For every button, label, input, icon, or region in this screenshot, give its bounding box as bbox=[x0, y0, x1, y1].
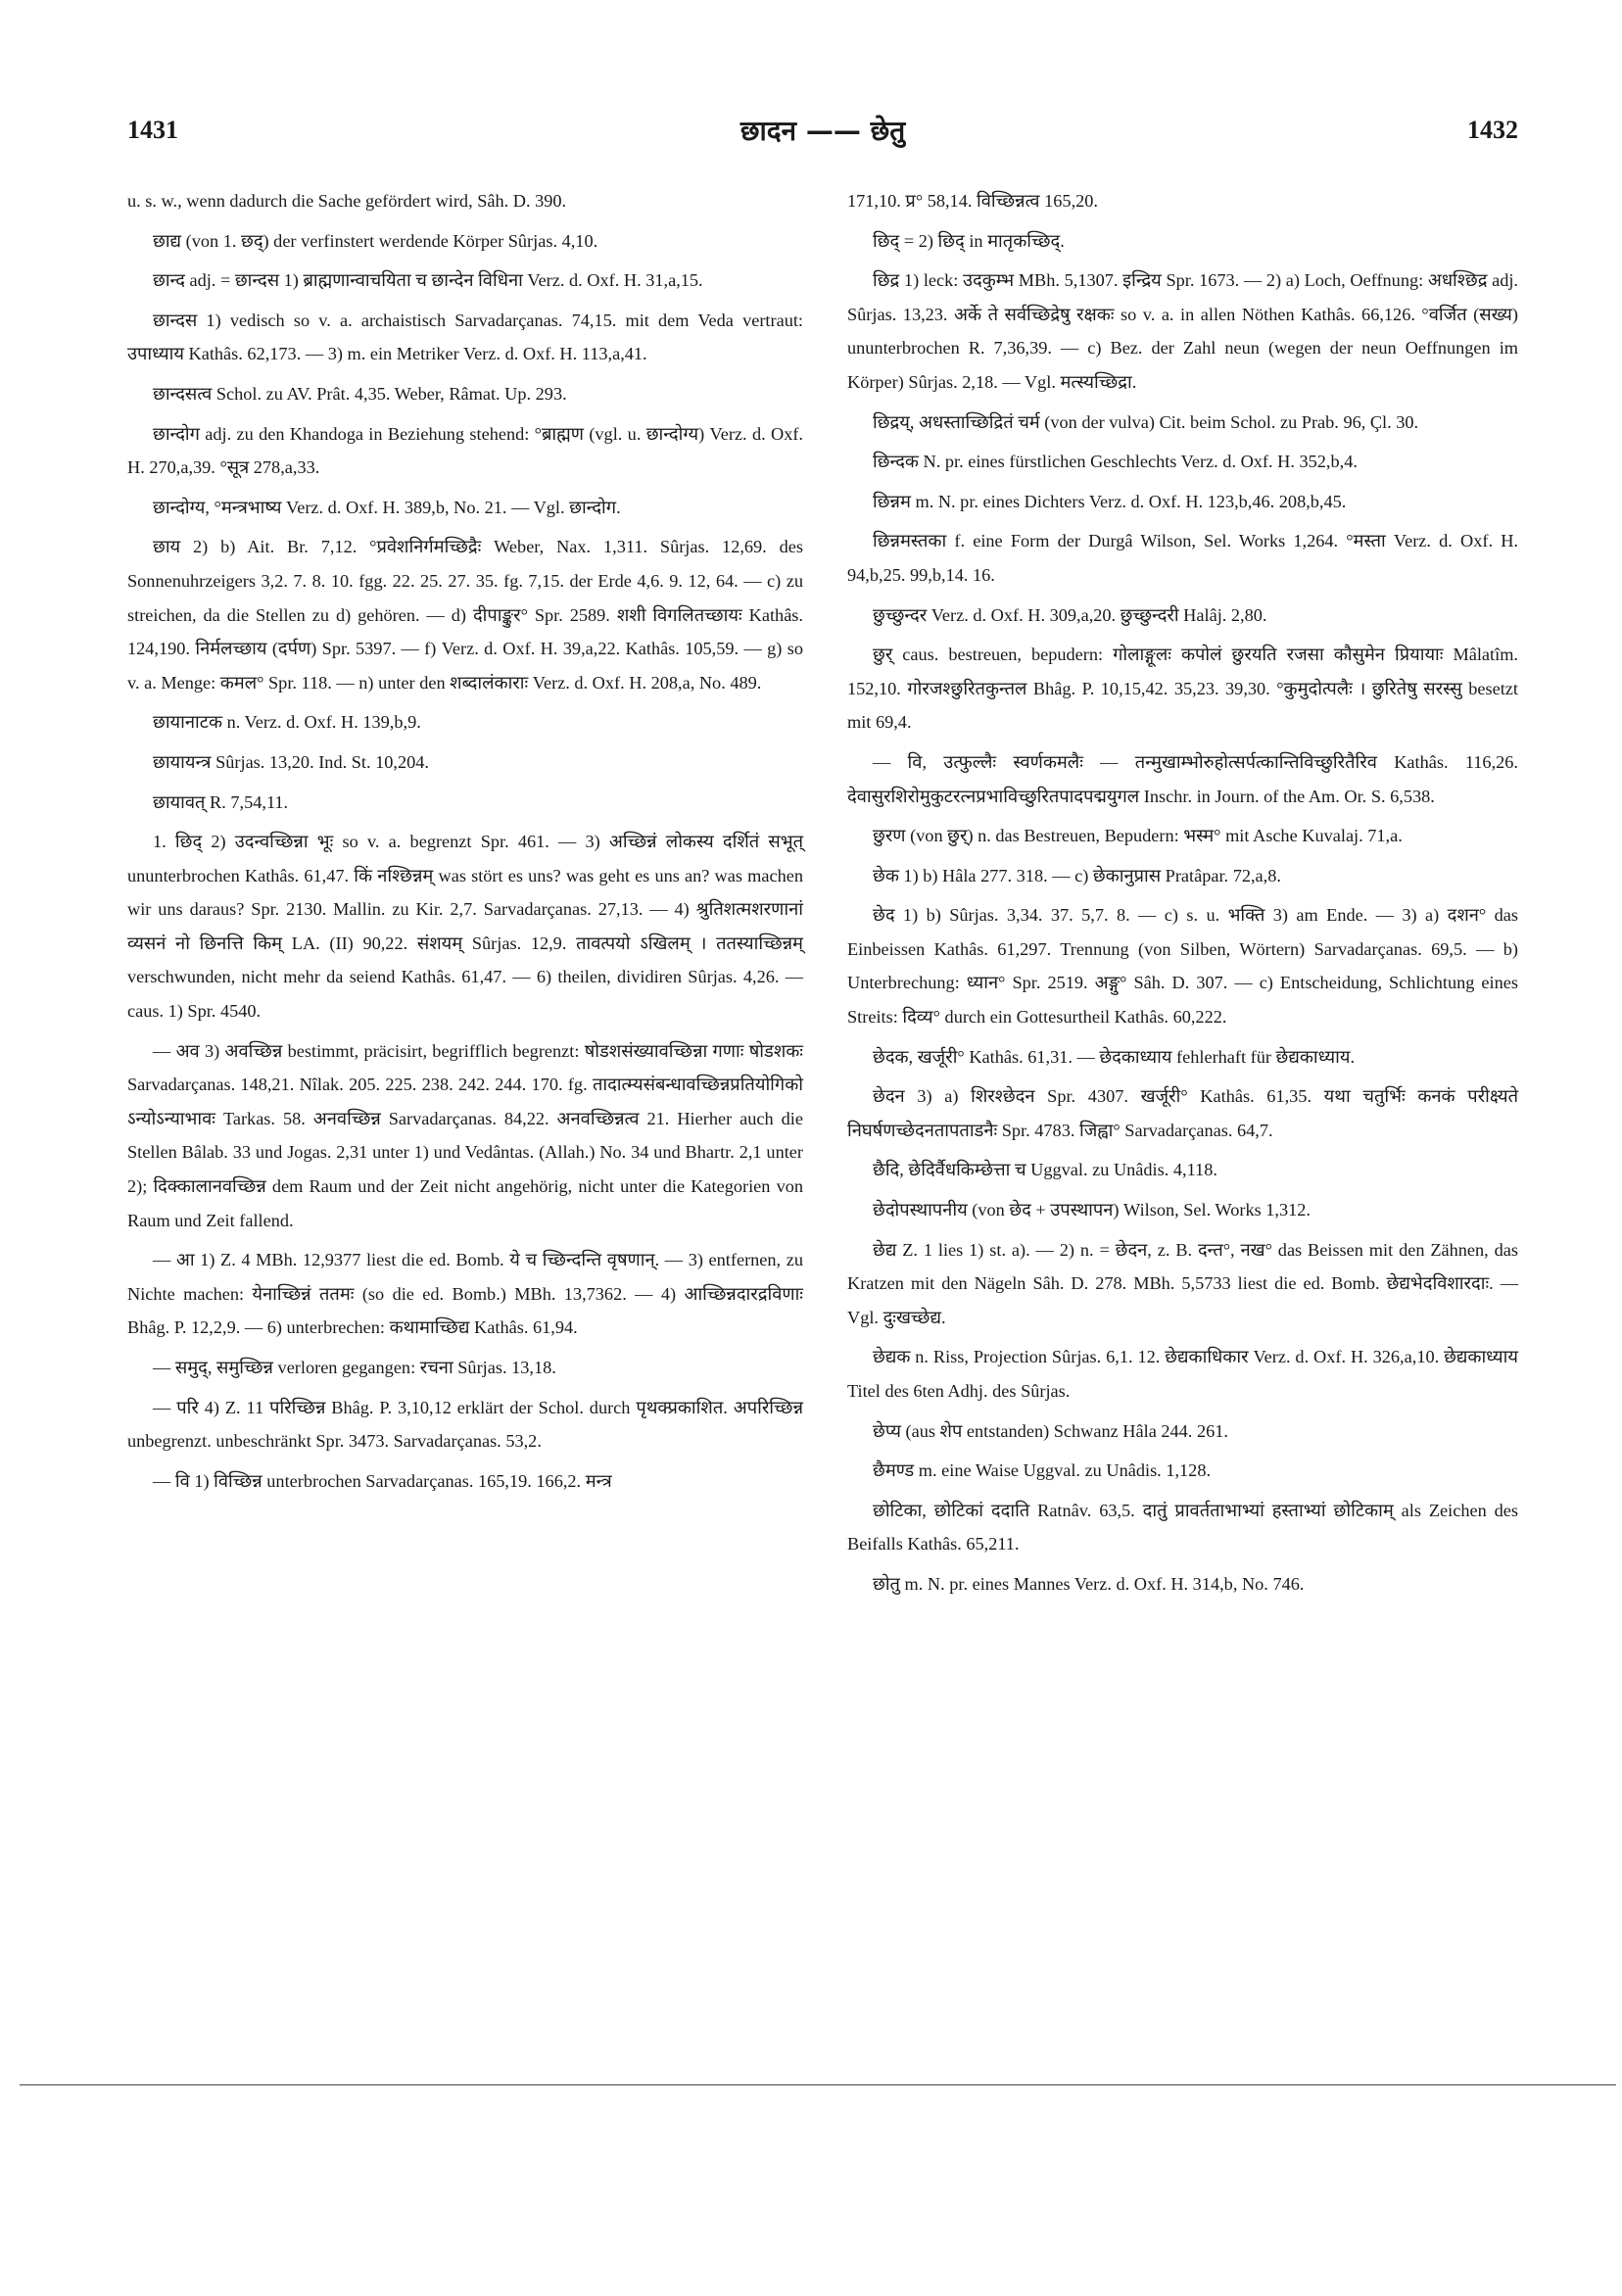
dictionary-entry: छोतु m. N. pr. eines Mannes Verz. d. Oxf. H. 314,b, No. 746. bbox=[873, 1573, 1305, 1594]
dictionary-entry: 171,10. प्र° 58,14. विच्छिन्नत्व 165,20. bbox=[847, 191, 1098, 211]
dictionary-entry: 1. छिद् 2) उदन्वच्छिन्ना भूः so v. a. begrenzt Spr. 461. — 3) अच्छिन्नं लोकस्य दर्शितं सभूत् ununterbrochen Kathâs. 61,47. किं नश्छिन्नम् was stört es uns? was geht es uns an? was machen wir uns daraus? Spr. 2130. Mallin. zu Kir. 2,7. Sarvadarçanas. 27,13. — 4) श्रुतिशत्मशरणानां व्यसनं नो छिनत्ति किम् LA. (II) 90,22. संशयम् Sûrjas. 12,9. तावत्पयो ऽखिलम् । ततस्याच्छिन्नम् verschwunden, nicht mehr da seiend Kathâs. 61,47. — 6) theilen, dividiren Sûrjas. 4,26. — caus. 1) Spr. 4540. bbox=[127, 832, 803, 1022]
dictionary-entry: छाद्य (von 1. छद्) der verfinstert werdende Körper Sûrjas. 4,10. bbox=[153, 230, 598, 251]
dictionary-entry: छिन्नमस्तका f. eine Form der Durgâ Wilson, Sel. Works 1,264. °मस्ता Verz. d. Oxf. H. 94,b,25. 99,b,14. 16. bbox=[847, 531, 1518, 585]
dictionary-entry: छायानाटक n. Verz. d. Oxf. H. 139,b,9. bbox=[153, 712, 421, 733]
dictionary-entry: छिन्दक N. pr. eines fürstlichen Geschlechts Verz. d. Oxf. H. 352,b,4. bbox=[873, 452, 1358, 472]
dictionary-entry: छेद 1) b) Sûrjas. 3,34. 37. 5,7. 8. — c) s. u. भक्ति 3) am Ende. — 3) a) दशन° das Einbeissen Kathâs. 61,297. Trennung (von Silben, Wörtern) Sarvadarçanas. 69,5. — b) Unterbrechung: ध्यान° Spr. 2519. अङ्गु° Sâh. D. 307. — c) Entscheidung, Schlichtung eines Streits: दिव्य° durch ein Gottesurtheil Kathâs. 60,222. bbox=[847, 905, 1518, 1028]
dictionary-entry: छान्दसत्व Schol. zu AV. Prât. 4,35. Weber, Râmat. Up. 293. bbox=[153, 383, 567, 404]
dictionary-entry: छेदोपस्थापनीय (von छेद + उपस्थापन) Wilson, Sel. Works 1,312. bbox=[873, 1200, 1311, 1220]
dictionary-entry: छायावत् R. 7,54,11. bbox=[153, 791, 289, 812]
dictionary-entry: छान्दस 1) vedisch so v. a. archaistisch Sarvadarçanas. 74,15. mit dem Veda vertraut: उपाध्याय Kathâs. 62,173. — 3) m. ein Metriker Verz. d. Oxf. H. 113,a,41. bbox=[127, 310, 803, 364]
dictionary-entry: छेद्य Z. 1 lies 1) st. a). — 2) n. = छेदन, z. B. दन्त°, नख° das Beissen mit den Zähnen, das Kratzen mit den Nägeln Sâh. D. 278. MBh. 5,5733 liest die ed. Bomb. छेद्यभेदविशारदाः. — Vgl. दुःखच्छेद्य. bbox=[847, 1239, 1518, 1327]
dictionary-entry: छिद्रय्, अधस्ताच्छिद्रितं चर्म (von der vulva) Cit. beim Schol. zu Prab. 96, Çl. 30. bbox=[873, 411, 1419, 432]
running-title: छादन —— छेतु bbox=[739, 115, 906, 147]
dictionary-entry: — आ 1) Z. 4 MBh. 12,9377 liest die ed. Bomb. ये च च्छिन्दन्ति वृषणान्. — 3) entfernen, zu Nichte machen: येनाच्छिन्नं ततमः (so die ed. Bomb.) MBh. 13,7362. — 4) आच्छिन्नदारद्रविणाः Bhâg. P. 12,2,9. — 6) unterbrechen: कथामाच्छिद्य Kathâs. 61,94. bbox=[127, 1250, 803, 1338]
dictionary-entry: — परि 4) Z. 11 परिच्छिन्न Bhâg. P. 3,10,12 erklärt der Schol. durch पृथक्प्रकाशित. अपरिच्छिन्न unbegrenzt. unbeschränkt Spr. 3473. Sarvadarçanas. 53,2. bbox=[127, 1397, 803, 1452]
dictionary-entry: छायायन्त्र Sûrjas. 13,20. Ind. St. 10,204. bbox=[153, 751, 429, 772]
page-number-right: 1432 bbox=[1467, 116, 1518, 144]
dictionary-entry: छिद्र 1) leck: उदकुम्भ MBh. 5,1307. इन्द्रिय Spr. 1673. — 2) a) Loch, Oeffnung: अधश्छिद्र adj. Sûrjas. 13,23. अर्के ते सर्वच्छिद्रेषु रक्षकः so v. a. in allen Nöthen Kathâs. 66,126. °वर्जित (सख्य) ununterbrochen R. 7,36,39. — c) Bez. der Zahl neun (wegen der neun Oeffnungen im Körper) Sûrjas. 2,18. — Vgl. मत्स्यच्छिद्रा. bbox=[847, 270, 1518, 392]
dictionary-entry: छैदि, छेदिर्वैधकिम्छेत्ता च Uggval. zu Unâdis. 4,118. bbox=[873, 1160, 1217, 1180]
page-number-left: 1431 bbox=[127, 116, 178, 144]
dictionary-entry: छेप्य (aus शेप entstanden) Schwanz Hâla 244. 261. bbox=[873, 1420, 1228, 1441]
right-column bbox=[847, 184, 1518, 1607]
dictionary-entry: छुरण (von छुर्) n. das Bestreuen, Bepudern: भस्म° mit Asche Kuvalaj. 71,a. bbox=[873, 826, 1403, 846]
dictionary-entry: — वि, उत्फुल्लैः स्वर्णकमलैः — तन्मुखाम्भोरुहोत्सर्पत्कान्तिविच्छुरितैरिव Kathâs. 116,26. देवासुरशिरोमुकुटरत्नप्रभाविच्छुरितपादपद्मयुगल Inschr. in Journ. of the Am. Or. S. 6,538. bbox=[847, 751, 1518, 806]
dictionary-entry: — वि 1) विच्छिन्न unterbrochen Sarvadarçanas. 165,19. 166,2. मन्त्र bbox=[153, 1470, 612, 1491]
left-column bbox=[127, 184, 803, 1504]
dictionary-entry: छान्दोग adj. zu den Khandoga in Beziehung stehend: °ब्राह्मण (vgl. u. छान्दोग्य) Verz. d. Oxf. H. 270,a,39. °सूत्र 278,a,33. bbox=[127, 423, 803, 478]
dictionary-entry: छैमण्ड m. eine Waise Uggval. zu Unâdis. 1,128. bbox=[873, 1460, 1212, 1481]
dictionary-entry: छेदक, खर्जूरी° Kathâs. 61,31. — छेदकाध्याय fehlerhaft für छेद्यकाध्याय. bbox=[873, 1046, 1356, 1067]
dictionary-entry: — अव 3) अवच्छिन्न bestimmt, präcisirt, begrifflich begrenzt: षोडशसंख्यावच्छिन्ना गणाः षोडशकः Sarvadarçanas. 148,21. Nîlak. 205. 225. 238. 242. 244. 170. fg. तादात्म्यसंबन्धावच्छिन्नप्रतियोगिको ऽन्योऽन्याभावः Tarkas. 58. अनवच्छिन्न Sarvadarçanas. 84,22. अनवच्छिन्नत्व 21. Hierher auch die Stellen Bâlab. 33 und Jogas. 2,31 unter 1) und Vedântas. (Allah.) No. 34 und Bhartr. 2,1 unter 2); दिक्कालानवच्छिन्न dem Raum und der Zeit nicht angehörig, nicht unter die Kategorien von Raum und Zeit fallend. bbox=[127, 1040, 803, 1230]
dictionary-entry: u. s. w., wenn dadurch die Sache gefördert wird, Sâh. D. 390. bbox=[127, 191, 567, 211]
dictionary-entry: छाय 2) b) Ait. Br. 7,12. °प्रवेशनिर्गमच्छिद्रैः Weber, Nax. 1,311. Sûrjas. 12,69. des Sonnenuhrzeigers 3,2. 7. 8. 10. fgg. 22. 25. 27. 35. fg. 7,15. der Erde 4,6. 9. 12, 64. — c) zu streichen, da die Stellen zu d) gehören. — d) दीपाङ्कुर° Spr. 2589. शशी विगलितच्छायः Kathâs. 124,190. निर्मलच्छाय (दर्पण) Spr. 5397. — f) Verz. d. Oxf. H. 39,a,22. Kathâs. 105,59. — g) so v. a. Menge: कमल° Spr. 118. — n) unter den शब्दालंकाराः Verz. d. Oxf. H. 208,a, No. 489. bbox=[127, 537, 803, 693]
dictionary-entry: छोटिका, छोटिकां ददाति Ratnâv. 63,5. दातुं प्रावर्तताभाभ्यां हस्ताभ्यां छोटिकाम् als Zeichen des Beifalls Kathâs. 65,211. bbox=[847, 1500, 1518, 1555]
dictionary-entry: छान्दोग्य, °मन्त्रभाष्य Verz. d. Oxf. H. 389,b, No. 21. — Vgl. छान्दोग. bbox=[153, 497, 621, 517]
dictionary-entry: छेद्यक n. Riss, Projection Sûrjas. 6,1. 12. छेद्यकाधिकार Verz. d. Oxf. H. 326,a,10. छेद्यकाध्याय Titel des 6ten Adhj. des Sûrjas. bbox=[847, 1347, 1518, 1401]
dictionary-entry: छेक 1) b) Hâla 277. 318. — c) छेकानुप्रास Pratâpar. 72,a,8. bbox=[873, 865, 1281, 885]
dictionary-entry: छुच्छुन्दर Verz. d. Oxf. H. 309,a,20. छुच्छुन्दरी Halâj. 2,80. bbox=[873, 604, 1267, 625]
footer-divider bbox=[20, 2084, 1616, 2085]
dictionary-entry: छिन्नम m. N. pr. eines Dichters Verz. d. Oxf. H. 123,b,46. 208,b,45. bbox=[873, 491, 1347, 511]
dictionary-entry: — समुद्, समुच्छिन्न verloren gegangen: रचना Sûrjas. 13,18. bbox=[153, 1358, 556, 1377]
page-header bbox=[127, 116, 1518, 155]
dictionary-entry: छेदन 3) a) शिरश्छेदन Spr. 4307. खर्जूरी° Kathâs. 61,35. यथा चतुर्भिः कनकं परीक्ष्यते निघर्षणच्छेदनतापताडनैः Spr. 4783. जिह्वा° Sarvadarçanas. 64,7. bbox=[847, 1086, 1518, 1140]
dictionary-entry: छुर् caus. bestreuen, bepudern: गोलाङ्गूलः कपोलं छुरयति रजसा कौसुमेन प्रियायाः Mâlatîm. 152,10. गोरजश्छुरितकुन्तल Bhâg. P. 10,15,42. 35,23. 39,30. °कुमुदोत्पलैः । छुरितेषु सरस्सु besetzt mit 69,4. bbox=[847, 645, 1518, 733]
dictionary-entry: छान्द adj. = छान्दस 1) ब्राह्मणान्वाचयिता च छान्देन विधिना Verz. d. Oxf. H. 31,a,15. bbox=[153, 270, 703, 291]
dictionary-entry: छिद् = 2) छिद् in मातृकच्छिद्. bbox=[873, 230, 1065, 251]
